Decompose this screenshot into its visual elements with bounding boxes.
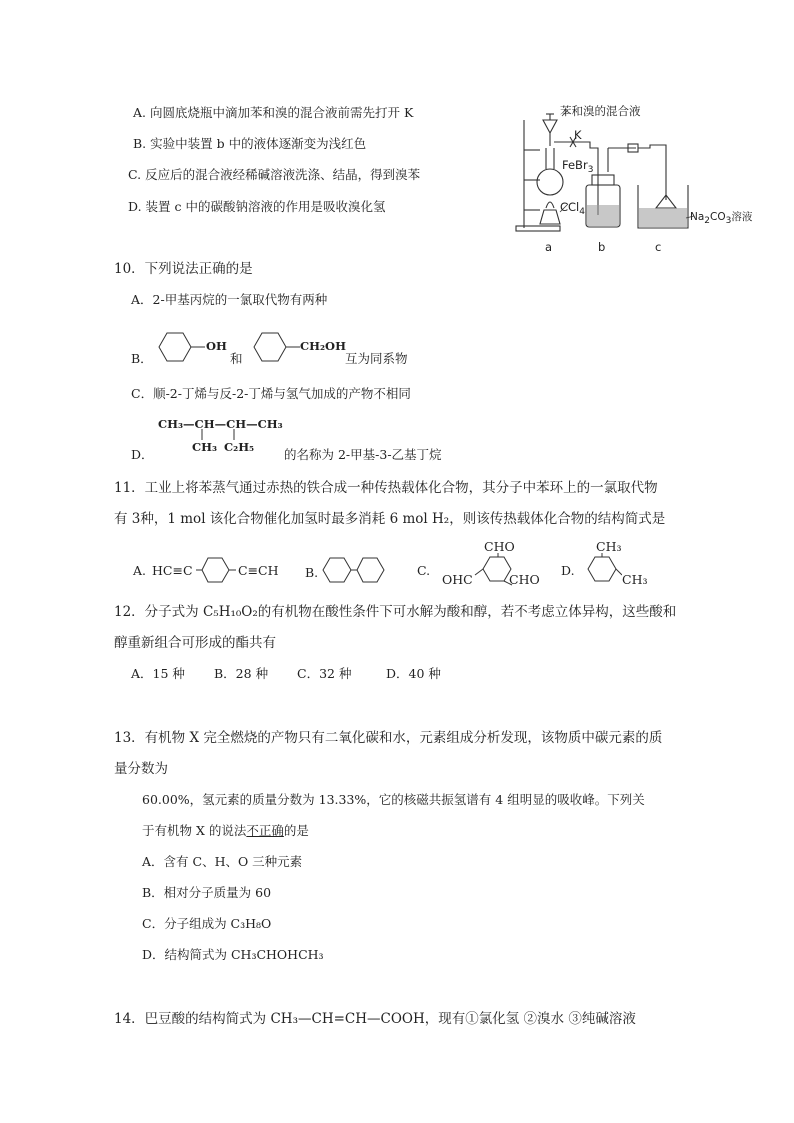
q11-a-left-group: HC≡C bbox=[152, 563, 193, 578]
q12-option-c: C．32 种 bbox=[297, 666, 352, 681]
phenol-benzene-ring bbox=[155, 330, 207, 364]
q12-option-b: B．28 种 bbox=[214, 666, 269, 681]
q9-option-d: D. 装置 c 中的碳酸钠溶液的作用是吸收溴化氢 bbox=[128, 199, 386, 214]
q10-option-a: A．2-甲基丙烷的一氯取代物有两种 bbox=[131, 292, 328, 307]
q9-option-a: A. 向圆底烧瓶中滴加苯和溴的混合液前需先打开 K bbox=[133, 105, 414, 120]
q11-d-ring bbox=[582, 553, 622, 585]
apparatus-c-label: c bbox=[655, 240, 662, 254]
q11-stem-line2: 有 3种，1 mol 该化合物催化加氢时最多消耗 6 mol H₂，则该传热载体化合物的结构简式是 bbox=[114, 511, 666, 527]
benzyl-ch2oh: CH₂OH bbox=[300, 339, 346, 353]
q13-option-c: C．分子组成为 C₃H₈O bbox=[142, 916, 272, 931]
q13-option-d: D．结构简式为 CH₃CHOHCH₃ bbox=[142, 947, 324, 962]
q14-stem-line1: 14．巴豆酸的结构简式为 CH₃—CH=CH—COOH，现有①氯化氢 ②溴水 ③纯碱溶液 bbox=[114, 1011, 636, 1027]
q10-d-methyl: CH₃ bbox=[192, 440, 218, 454]
q11-b-biphenyl bbox=[322, 555, 386, 585]
q9-option-b: B. 实验中装置 b 中的液体逐渐变为浅红色 bbox=[133, 136, 367, 151]
q11-option-d-label: D. bbox=[561, 563, 575, 578]
q11-d-top-methyl: CH₃ bbox=[596, 539, 622, 554]
q10-option-b-suffix: 互为同系物 bbox=[345, 351, 408, 366]
q11-d-right-methyl: CH₃ bbox=[622, 572, 648, 587]
na2co3-label: $Na_2CO_3$溶液 bbox=[690, 211, 753, 226]
q13-option-a: A．含有 C、H、O 三种元素 bbox=[142, 854, 303, 869]
q10-option-d-suffix: 的名称为 2-甲基-3-乙基丁烷 bbox=[284, 447, 442, 462]
apparatus-diagram bbox=[510, 100, 785, 260]
q9-option-c: C. 反应后的混合液经稀碱溶液洗涤、结晶，得到溴苯 bbox=[128, 167, 421, 182]
benzyl-alcohol-ring bbox=[250, 330, 302, 364]
q12-option-d: D．40 种 bbox=[386, 666, 441, 681]
q11-c-right-cho: CHO bbox=[509, 572, 540, 587]
q11-c-top-cho: CHO bbox=[484, 539, 515, 554]
apparatus-b-label: b bbox=[598, 240, 606, 254]
q10-d-ethyl: C₂H₅ bbox=[224, 440, 255, 454]
q11-stem-line1: 11．工业上将苯蒸气通过赤热的铁合成一种传热载体化合物，其分子中苯环上的一氯取代物 bbox=[114, 480, 658, 496]
mixture-label: 苯和溴的混合液 bbox=[560, 104, 641, 118]
q10-option-d-label: D． bbox=[131, 447, 154, 462]
q12-stem-line2: 醇重新组合可形成的酯共有 bbox=[114, 635, 276, 651]
q13-emphasis: 不正确 bbox=[246, 823, 284, 838]
q11-option-b-label: B. bbox=[305, 565, 319, 580]
ccl4-label: CCl$_4$ bbox=[560, 200, 585, 217]
q11-option-c-label: C. bbox=[417, 563, 431, 578]
valve-k-label: K bbox=[574, 128, 582, 142]
q12-stem-line1: 12．分子式为 C₅H₁₀O₂的有机物在酸性条件下可水解为酸和醇，若不考虑立体异构，这些酸和 bbox=[114, 604, 677, 620]
apparatus-figure bbox=[510, 100, 785, 260]
q10-option-b-and: 和 bbox=[230, 351, 243, 366]
q13-stem-line1: 13．有机物 X 完全燃烧的产物只有二氧化碳和水，元素组成分析发现，该物质中碳元素的质 bbox=[114, 730, 663, 746]
q10-option-c: C．顺-2-丁烯与反-2-丁烯与氢气加成的产物不相同 bbox=[131, 386, 411, 401]
q10-d-formula-main: CH₃—CH—CH—CH₃ bbox=[158, 417, 283, 431]
q11-a-right-group: C≡CH bbox=[238, 563, 279, 578]
q11-option-a-label: A. bbox=[133, 563, 147, 578]
apparatus-a-label: a bbox=[545, 240, 553, 254]
q12-option-a: A．15 种 bbox=[131, 666, 185, 681]
q11-c-left-cho: OHC bbox=[442, 572, 473, 587]
phenol-oh: OH bbox=[206, 339, 227, 353]
q10-stem: 10．下列说法正确的是 bbox=[114, 261, 253, 277]
q13-stem-line2: 量分数为 bbox=[114, 761, 168, 777]
q10-option-b-label: B． bbox=[131, 351, 153, 366]
febr3-label: FeBr$_3$ bbox=[562, 158, 594, 175]
q13-stem-line4: 于有机物 X 的说法不正确的是 bbox=[142, 823, 309, 838]
q11-a-ring bbox=[196, 555, 236, 585]
q13-option-b: B．相对分子质量为 60 bbox=[142, 885, 272, 900]
q13-stem-line3: 60.00%，氢元素的质量分数为 13.33%，它的核磁共振氢谱有 4 组明显的吸收峰。下列关 bbox=[142, 792, 645, 807]
